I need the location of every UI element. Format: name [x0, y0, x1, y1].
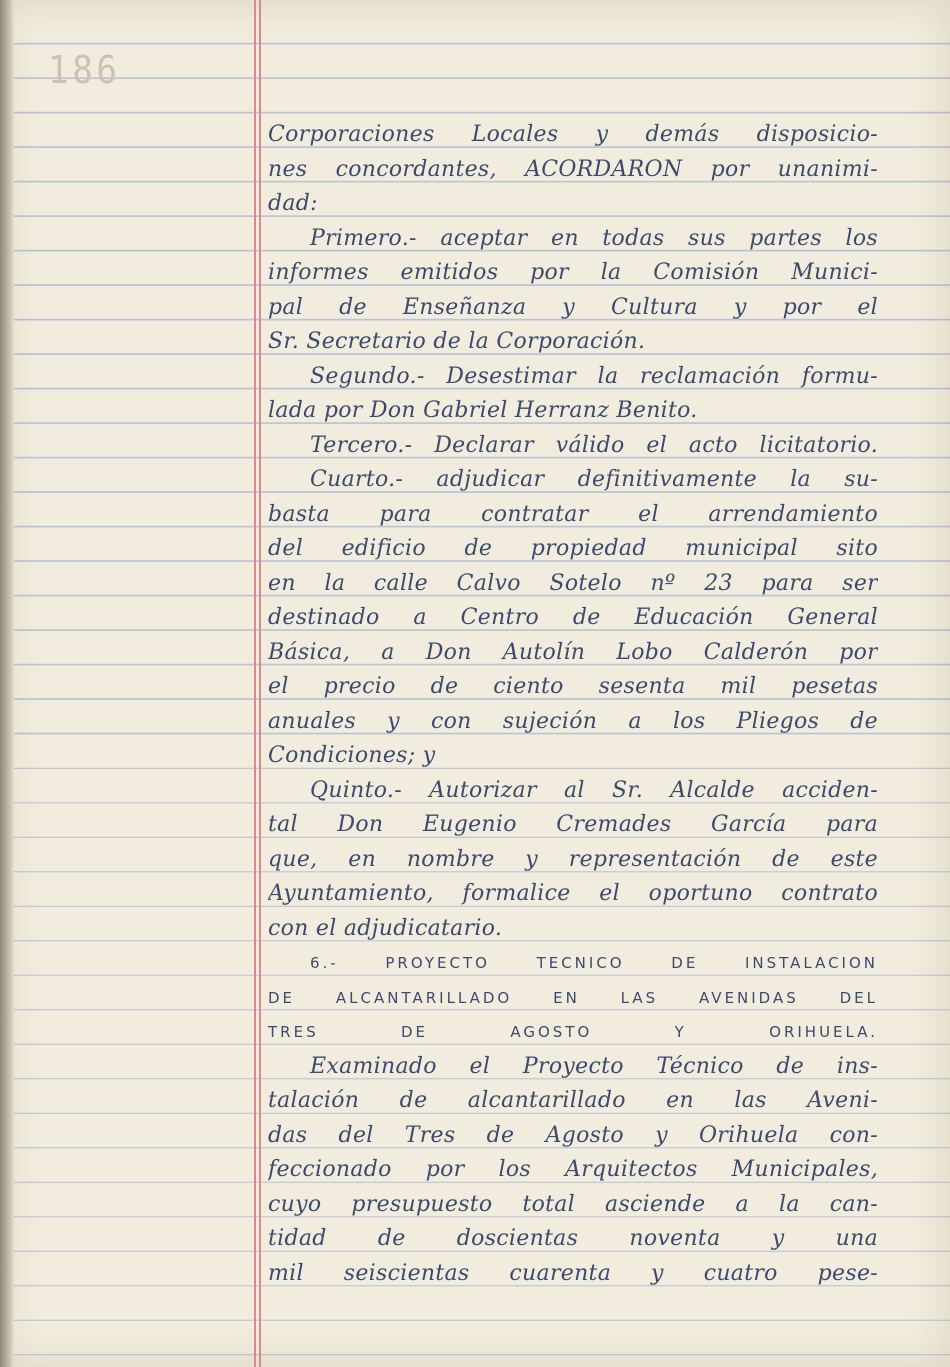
text-line: Primero.- aceptar en todas sus partes los	[310, 225, 878, 251]
text-line: talación de alcantarillado en las Aveni-	[268, 1088, 878, 1113]
text-line: Examinado el Proyecto Técnico de ins-	[310, 1053, 878, 1079]
text-line: feccionado por los Arquitectos Municipales,	[268, 1157, 878, 1182]
text-line: pal de Enseñanza y Cultura y por el	[268, 294, 878, 320]
text-line: basta para contratar el arrendamiento	[268, 501, 878, 527]
margin-line	[259, 0, 261, 1367]
text-line: DE ALCANTARILLADO EN LAS AVENIDAS DEL	[268, 988, 878, 1007]
text-line: cuyo presupuesto total asciende a la can-	[268, 1191, 878, 1217]
text-line: Básica, a Don Autolín Lobo Calderón por	[268, 639, 878, 665]
text-line: nes concordantes, ACORDARON por unanimi-	[268, 156, 878, 182]
text-line: mil seiscientas cuarenta y cuatro pese-	[268, 1260, 878, 1286]
text-line: 6.- PROYECTO TECNICO DE INSTALACION	[310, 954, 878, 972]
page-number: 186	[48, 48, 121, 92]
text-line: con el adjudicatario.	[268, 915, 503, 941]
text-line: en la calle Calvo Sotelo nº 23 para ser	[268, 570, 878, 596]
handwritten-text	[268, 118, 878, 1291]
margin-line	[254, 0, 256, 1367]
text-line: el precio de ciento sesenta mil pesetas	[268, 674, 878, 699]
text-line: destinado a Centro de Educación General	[268, 605, 878, 630]
text-line: Sr. Secretario de la Corporación.	[268, 329, 646, 354]
text-line: TRES DE AGOSTO Y ORIHUELA.	[268, 1023, 878, 1041]
page-binding	[0, 0, 14, 1367]
text-line: Condiciones; y	[268, 743, 436, 768]
text-line: Corporaciones Locales y demás disposicio-	[268, 122, 878, 147]
text-line: Quinto.- Autorizar al Sr. Alcalde acciden-	[310, 777, 878, 803]
text-line: que, en nombre y representación de este	[268, 846, 878, 872]
text-line: Ayuntamiento, formalice el oportuno contrato	[268, 881, 878, 906]
text-line: tidad de doscientas noventa y una	[268, 1226, 878, 1251]
text-line: informes emitidos por la Comisión Munici-	[268, 260, 878, 285]
text-line: lada por Don Gabriel Herranz Benito.	[268, 398, 698, 423]
text-line: del edificio de propiedad municipal sito	[268, 536, 878, 561]
text-line: tal Don Eugenio Cremades García para	[268, 812, 878, 837]
text-line: Tercero.- Declarar válido el acto licitatorio.	[310, 432, 878, 458]
text-line: das del Tres de Agosto y Orihuela con-	[268, 1122, 878, 1148]
text-line: Cuarto.- adjudicar definitivamente la su-	[310, 467, 878, 492]
text-line: anuales y con sujeción a los Pliegos de	[268, 708, 878, 734]
text-line: Segundo.- Desestimar la reclamación formu-	[310, 363, 878, 389]
text-line: dad:	[268, 191, 318, 216]
